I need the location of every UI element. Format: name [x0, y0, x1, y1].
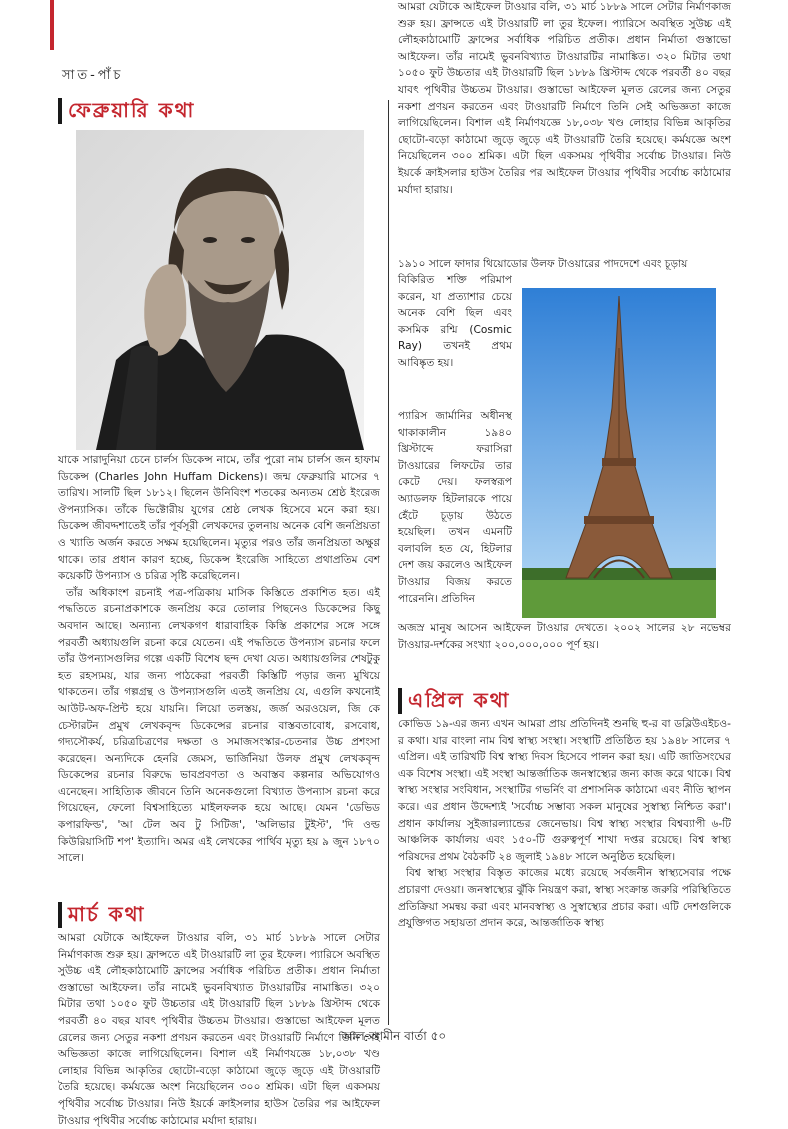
- april-paragraph-2: বিশ্ব স্বাস্থ্য সংস্থার বিস্তৃত কাজের মধ্যে রয়েছে সর্বজনীন স্বাস্থ্যসেবার পক্ষে প্রচারণা দেওয়া। জনস্বাস্থ্যের ঝুঁকি নিয়ন্ত্রণ করা, স্বাস্থ্য সংক্রান্ত জরুরি পরিস্থিতিতে প্রতিক্রিয়া সমন্বয় করা এবং মানবস্বাস্থ্য ও সুস্বাস্থ্যের প্রচার করা। এটি দেশগুলিকে প্রযুক্তিগত সহায়তা প্রদান করে, আন্তর্জাতিক স্বাস্থ্য: [398, 867, 731, 930]
- heading-bar: [58, 902, 62, 928]
- column-divider: [388, 100, 389, 1025]
- february-heading: ফেব্রুয়ারি কথা: [68, 98, 196, 122]
- march-body-start: [58, 930, 380, 1127]
- april-heading: এপ্রিল কথা: [408, 688, 511, 712]
- header-accent-bar: [50, 0, 54, 50]
- page-footer: আল-আমীন বার্তা ৫০: [341, 1029, 447, 1043]
- march-paragraph-1-cont: আমরা যেটাকে আইফেল টাওয়ার বলি, ৩১ মার্চ ১৮৮৯ সালে সেটার নির্মাণকাজ শুরু হয়। ফ্রান্সতে এই টাওয়ারটি লা তুর ইফেল। প্যারিসে অবস্থিত সুউচ্চ এই লৌহকাঠামোটি ফ্রান্সের সর্বাধিক পরিচিত প্রতীক। প্রধান নির্মাতা গুস্তাভো আইফেল। তাঁর নামেই ভুবনবিখ্যাত টাওয়ারটির নামাঙ্কিত। ৩২০ মিটার তথা ১০৫০ ফুট উচ্চতার এই টাওয়ারটি ছিল ১৮৮৯ খ্রিস্টাব্দ থেকে পরবর্তী ৪০ বছর যাবৎ পৃথিবীর উচ্চতম টাওয়ার। গুস্তাভো আইফেল মূলত রেলের জন্য সেতুর নকশা প্রণয়ন করতেন এবং টাওয়ারটি নির্মাণে তিনি সেই অভিজ্ঞতা কাজে লাগিয়েছিলেন। বিশাল এই নির্মাণযজ্ঞে ১৮,০৩৮ খণ্ড লোহার বিভিন্ন আকৃতির ছোটো-বড়ো কাঠামো জুড়ে জুড়ে এই টাওয়ারটি তৈরি হয়েছে। কর্মযজ্ঞে অংশ নিয়েছিলেন ৩০০ শ্রমিক। এটা ছিল একসময় পৃথিবীর সর্বোচ্চ টাওয়ার। নিউ ইয়র্কে ক্রাইসলার হাউস তৈরির পর আইফেল টাওয়ার পৃথিবীর সর্বোচ্চ কাঠামোর মর্যাদা হারায়।: [398, 1, 731, 196]
- heading-bar: [398, 688, 402, 714]
- march-heading: মার্চ কথা: [68, 902, 146, 926]
- march-paragraph-2-narrow: বিকিরিত শক্তি পরিমাপ করেন, যা প্রত্যাশার চেয়ে অনেক বেশি ছিল এবং কসমিক রশ্মি (Cosmic Ray) তখনই প্রথম আবিষ্কৃত হয়।: [398, 274, 512, 369]
- february-paragraph-1: যাকে সারাদুনিয়া চেনে চার্লস ডিকেন্স নামে, তাঁর পুরো নাম চার্লস জন হাফাম ডিকেন্স (Charles John Huffam Dickens)। জন্ম ফেব্রুয়ারি মাসের ৭ তারিখ। সালটি ছিল ১৮১২। ছিলেন উনিবিংশ শতকের অন্যতম শ্রেষ্ঠ ইংরেজ ঔপন্যাসিক। তাঁকে ভিক্টোরীয় যুগের শ্রেষ্ঠ লেখক হিসেবে মনে করা হয়। ডিকেন্স জীবদ্দশাতেই তাঁর পূর্বসূরী লেখকদের তুলনায় অনেক বেশি জনপ্রিয়তা ও খ্যাতি অর্জন করতে সক্ষম হয়েছিলেন। মৃত্যুর পরও তাঁর জনপ্রিয়তা অক্ষুণ্ণ থাকে। তার প্রধান কারণ হচ্ছে, ডিকেন্স ইংরেজি সাহিত্যে প্রথাপ্রতিম বেশ কয়েকটি উপন্যাস ও চরিত্র সৃষ্টি করেছিলেন।: [58, 454, 380, 583]
- april-body: [398, 716, 731, 1026]
- dickens-portrait: [76, 130, 364, 450]
- april-paragraph-1: কোভিড ১৯-এর জন্য এখন আমরা প্রায় প্রতিদিনই শুনছি হু-র বা ডব্লিউএইচও-র কথা। যার বাংলা নাম বিশ্ব স্বাস্থ্য সংস্থা। সংস্থাটি প্রতিষ্ঠিত হয় ১৯৪৮ সালের ৭ এপ্রিল। এই তারিখটি বিশ্ব স্বাস্থ্য দিবস হিসেবে পালন করা হয়। এটি জাতিসংঘের এক বিশেষ সংস্থা। এই সংস্থা আন্তর্জাতিক জনস্বাস্থ্যের জন্য কাজ করে থাকে। বিশ্ব স্বাস্থ্য সংস্থার সংবিধান, সংস্থাটির গভর্নিং বা প্রশাসনিক কাঠামো এবং নীতি স্থাপন করে। এর প্রধান উদ্দেশ্যই 'সর্বোচ্চ সম্ভাব্য সকল মানুষের সুস্বাস্থ্য নিশ্চিত করা'। প্রধান কার্যালয় সুইজারল্যান্ডের জেনেভায়। বিশ্ব স্বাস্থ্য সংস্থার বিশ্বব্যাপী ৬-টি আঞ্চলিক কার্যালয় এবং ১৫০-টি গুরুত্বপূর্ণ শাখা দপ্তর রয়েছে। বিশ্ব স্বাস্থ্য পরিষদের প্রথম বৈঠকটি ২৪ জুলাই ১৯৪৮ সালে অনুষ্ঠিত হয়েছিল।: [398, 718, 731, 863]
- march-paragraph-1: আমরা যেটাকে আইফেল টাওয়ার বলি, ৩১ মার্চ ১৮৮৯ সালে সেটার নির্মাণকাজ শুরু হয়। ফ্রান্সতে এই টাওয়ারটি লা তুর ইফেল। প্যারিসে অবস্থিত সুউচ্চ এই লৌহকাঠামোটি ফ্রান্সের সর্বাধিক পরিচিত প্রতীক। প্রধান নির্মাতা গুস্তাভো আইফেল। তাঁর নামেই ভুবনবিখ্যাত টাওয়ারটির নামাঙ্কিত। ৩২০ মিটার তথা ১০৫০ ফুট উচ্চতার এই টাওয়ারটি ছিল ১৮৮৯ খ্রিস্টাব্দ থেকে পরবর্তী ৪০ বছর যাবৎ পৃথিবীর উচ্চতম টাওয়ার। গুস্তাভো আইফেল মূলত রেলের জন্য সেতুর নকশা প্রণয়ন করতেন এবং টাওয়ারটি নির্মাণে তিনি সেই অভিজ্ঞতা কাজে লাগিয়েছিলেন। বিশাল এই নির্মাণযজ্ঞে ১৮,০৩৮ খণ্ড লোহার বিভিন্ন আকৃতির ছোটো-বড়ো কাঠামো জুড়ে জুড়ে এই টাওয়ারটি তৈরি হয়েছে। কর্মযজ্ঞে অংশ নিয়েছিলেন ৩০০ শ্রমিক। এটা ছিল একসময় পৃথিবীর সর্বোচ্চ টাওয়ার। নিউ ইয়র্কে ক্রাইসলার হাউস তৈরির পর আইফেল টাওয়ার পৃথিবীর সর্বোচ্চ কাঠামোর মর্যাদা হারায়।: [58, 932, 380, 1127]
- heading-bar: [58, 98, 62, 124]
- march-paragraph-3: অজস্র মানুষ আসেন আইফেল টাওয়ার দেখতে। ২০০২ সালের ২৮ নভেম্বর টাওয়ার-দর্শকের সংখ্যা ২০০,০০০,০০০ পূর্ণ হয়।: [398, 622, 731, 651]
- march-paragraph-3-narrow: প্যারিস জার্মানির অধীনস্থ থাকাকালীন ১৯৪০ খ্রিস্টাব্দে ফরাসিরা টাওয়ারের লিফটের তার কেটে দেয়। ফলস্বরূপ অ্যাডলফ হিটলারকে পায়ে হেঁটে চূড়ায় উঠতে হয়েছিল। তখন এমনটি বলাবলি হত যে, হিটলার দেশ জয় করলেও আইফেল টাওয়ার বিজয় করতে পারেননি। প্রতিদিন: [398, 410, 512, 605]
- february-body: [58, 452, 380, 892]
- march-body-continued: [398, 1, 731, 254]
- section-tag: সাত-পাঁচ: [62, 68, 124, 83]
- february-paragraph-2: তাঁর অধিকাংশ রচনাই পত্র-পত্রিকায় মাসিক কিস্তিতে প্রকাশিত হত। এই পদ্ধতিতে রচনাপ্রকাশকে জনপ্রিয় করে তোলার পিছনেও ডিকেন্সের কিছু অবদান আছে। অন্যান্য লেখকগণ ধারাবাহিক কিস্তি প্রকাশের সঙ্গে সঙ্গে পরবর্তী অধ্যায়গুলি রচনা করে যেতেন। এই পদ্ধতিতে উপন্যাস রচনার ফলে তাঁর উপন্যাসগুলির গল্পে একটি বিশেষ ছন্দ দেখা যেত। অধ্যায়গুলির শেষটুকু হত রহস্যময়, যার জন্য পাঠকেরা পরবর্তী কিস্তিটি পড়ার জন্য মুখিয়ে থাকতেন। তাঁর গল্পগ্রন্থ ও উপন্যাসগুলি এতই জনপ্রিয় যে, এগুলি কখনোই আউট-অফ-প্রিন্ট হয়ে যায়নি। লিয়ো তলস্তয়, জর্জ অরওয়েল, জি কে চেস্টারটন প্রমুখ লেখকবৃন্দ ডিকেন্সের রচনার বাস্তবতাবোধ, রসবোধ, গদ্যসৌকর্য, চরিত্রচিত্রণের দক্ষতা ও সমাজসংস্কার-চেতনার উচ্চ প্রশংসা করেছেন। অন্যদিকে হেনরি জেমস, ভার্জিনিয়া উলফ প্রমুখ লেখকবৃন্দ ডিকেন্সের রচনার বিরুদ্ধে ভাবপ্রবণতা ও অবাস্তব কল্পনার অভিযোগও এনেছেন। সাহিত্যিক জীবনে তিনি অনেকগুলো বিখ্যাত উপন্যাস রচনা করে গিয়েছেন, ফেলো বিশ্বসাহিত্যে মাইলফলক হয়ে আছে। যেমন 'ডেভিড কপারফিল্ড', 'আ টেল অব টু সিটিজ', 'অলিভার টুইস্ট', 'দি ওল্ড কিউরিয়াসিটি শপ' ইত্যাদি। অমর এই লেখকের পার্থিব মৃত্যু হয় ৯ জুন ১৮৭০ সালে।: [58, 586, 380, 865]
- eiffel-tower-photo: [522, 288, 716, 618]
- march-paragraph-2: ১৯১০ সালে ফাদার থিয়োডোর উলফ টাওয়ারের পাদদেশে এবং চূড়ায়: [398, 258, 688, 270]
